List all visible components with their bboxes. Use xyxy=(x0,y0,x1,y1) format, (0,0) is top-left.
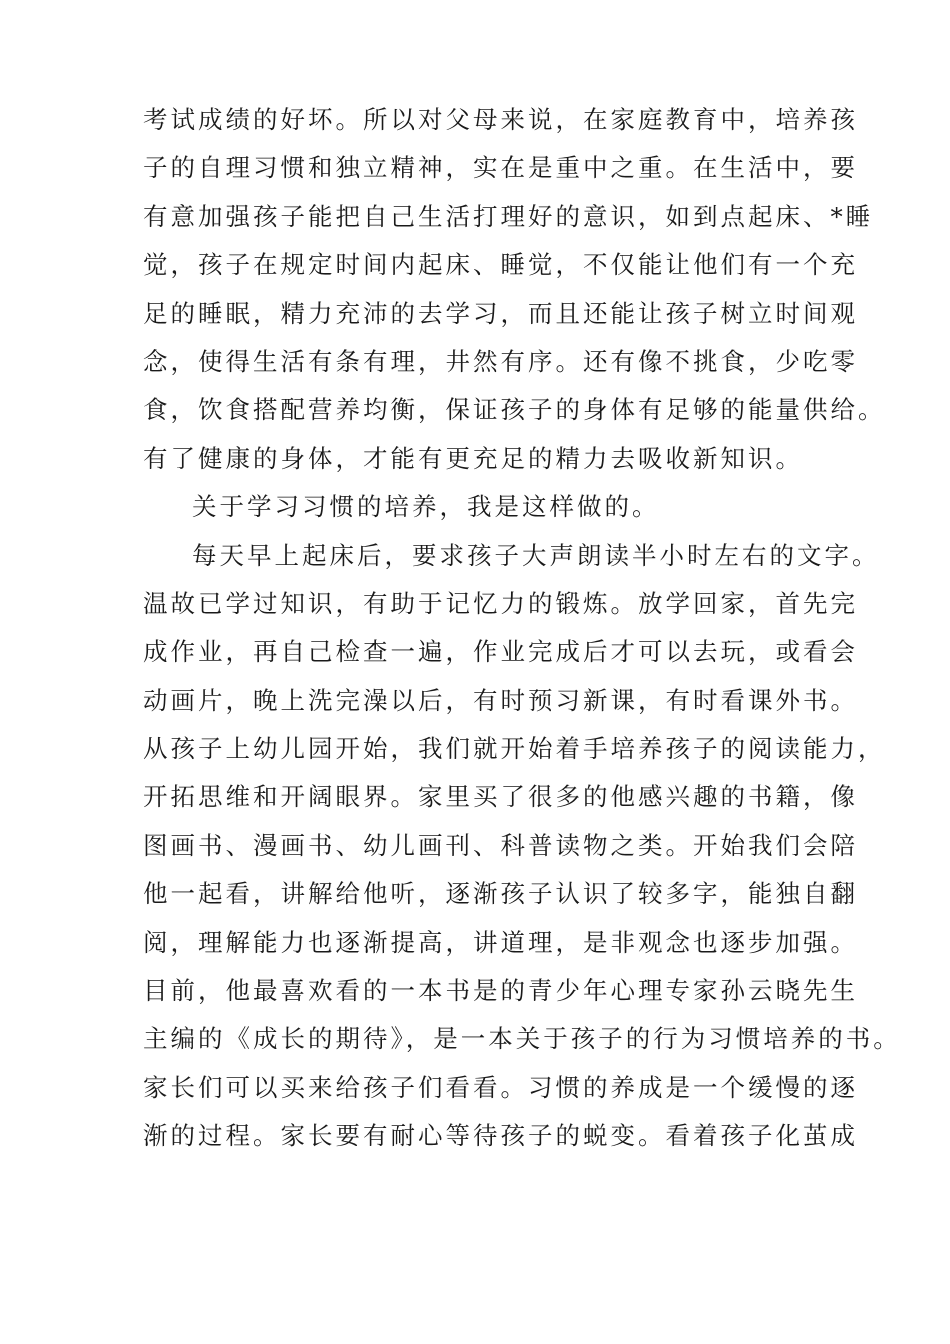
text-line: 目前，他最喜欢看的一本书是的青少年心理专家孙云晓先生 xyxy=(143,976,858,1006)
text-line: 阅，理解能力也逐渐提高，讲道理，是非观念也逐步加强。 xyxy=(143,927,858,957)
text-line: 主编的《成长的期待》，是一本关于孩子的行为习惯培养的书。 xyxy=(143,1024,901,1054)
text-line: 食，饮食搭配营养均衡，保证孩子的身体有足够的能量供给。 xyxy=(143,395,886,425)
text-line: 渐的过程。家长要有耐心等待孩子的蜕变。看着孩子化茧成 xyxy=(143,1121,858,1151)
text-line: 考试成绩的好坏。所以对父母来说，在家庭教育中，培养孩 xyxy=(143,105,858,134)
body-text xyxy=(143,96,901,1161)
text-line: 觉，孩子在规定时间内起床、睡觉，不仅能让他们有一个充 xyxy=(143,250,858,280)
text-line: 他一起看，讲解给他听，逐渐孩子认识了较多字，能独自翻 xyxy=(143,879,858,909)
text-line: 有了健康的身体，才能有更充足的精力去吸收新知识。 xyxy=(143,443,803,473)
text-line: 念，使得生活有条有理，井然有序。还有像不挑食，少吃零 xyxy=(143,346,858,376)
text-line: 温故已学过知识，有助于记忆力的锻炼。放学回家，首先完 xyxy=(143,588,858,618)
text-line: 开拓思维和开阔眼界。家里买了很多的他感兴趣的书籍，像 xyxy=(143,782,858,812)
paragraph-first-line: 每天早上起床后，要求孩子大声朗读半小时左右的文字。 xyxy=(192,540,880,570)
text-line: 家长们可以买来给孩子们看看。习惯的养成是一个缓慢的逐 xyxy=(143,1072,858,1102)
paragraph-first-line: 关于学习习惯的培养，我是这样做的。 xyxy=(192,492,660,522)
text-line: 有意加强孩子能把自己生活打理好的意识，如到点起床、*睡 xyxy=(143,201,874,231)
text-line: 足的睡眠，精力充沛的去学习，而且还能让孩子树立时间观 xyxy=(143,298,858,328)
text-line: 从孩子上幼儿园开始，我们就开始着手培养孩子的阅读能力， xyxy=(143,734,886,764)
text-line: 子的自理习惯和独立精神，实在是重中之重。在生活中，要 xyxy=(143,153,858,183)
text-line: 图画书、漫画书、幼儿画刊、科普读物之类。开始我们会陪 xyxy=(143,830,858,860)
text-line: 动画片，晚上洗完澡以后，有时预习新课，有时看课外书。 xyxy=(143,685,858,715)
text-line: 成作业，再自己检查一遍，作业完成后才可以去玩，或看会 xyxy=(143,637,858,667)
